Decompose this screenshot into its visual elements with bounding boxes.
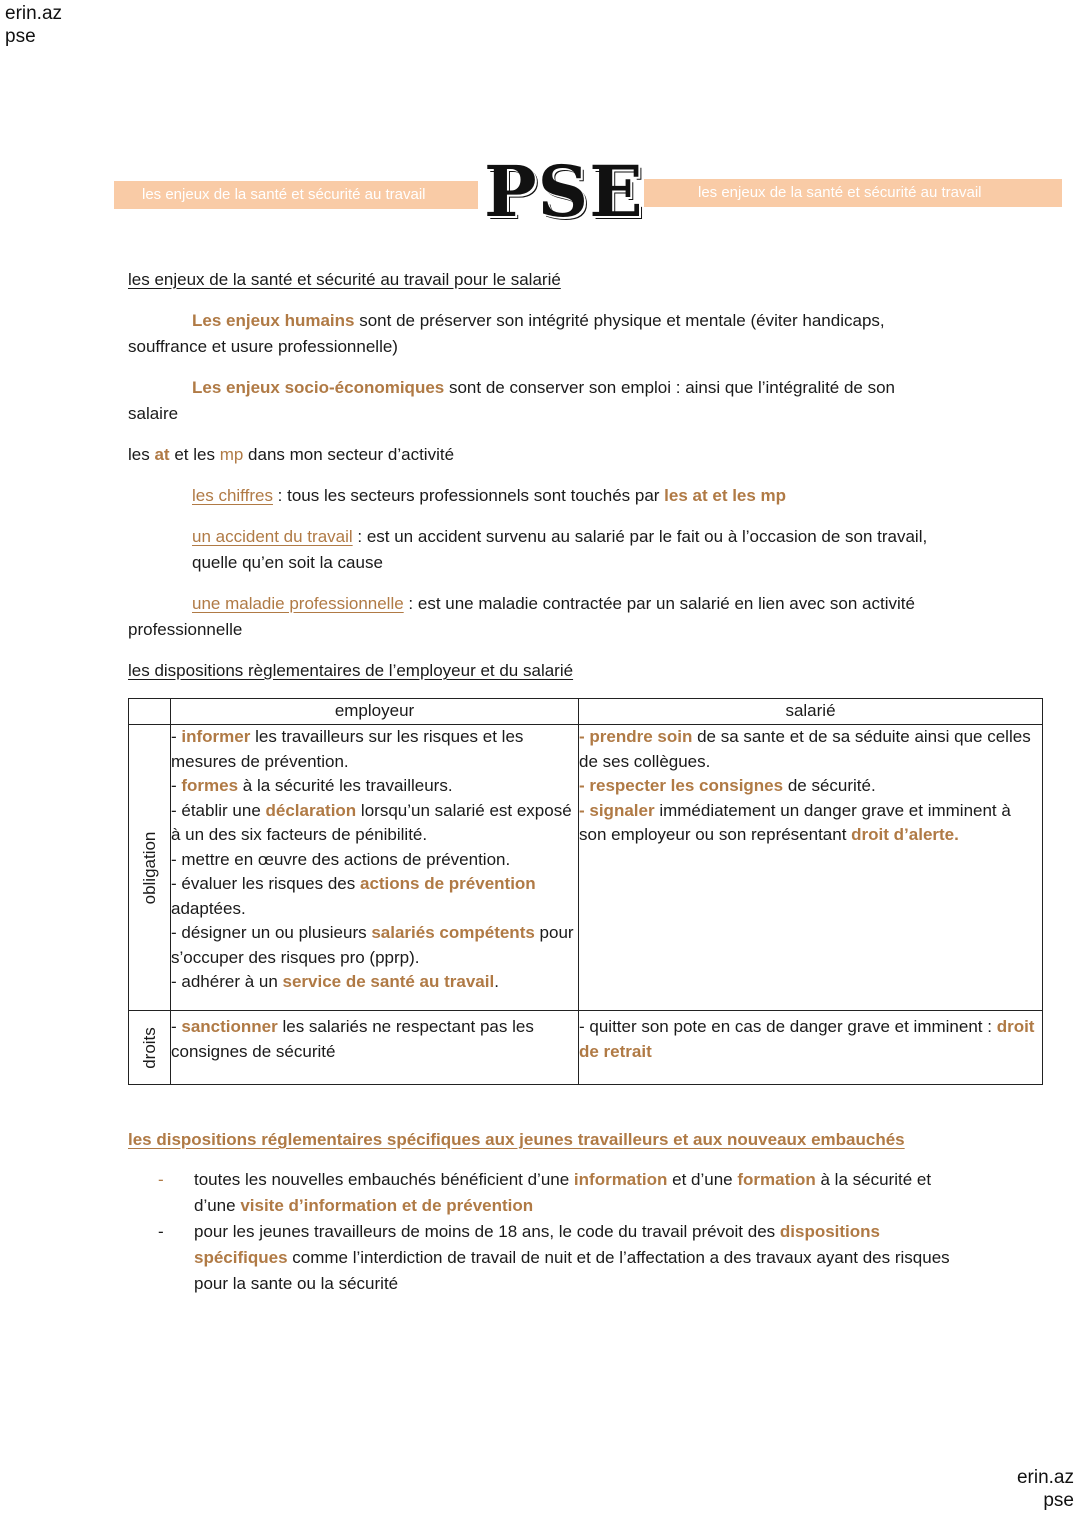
watermark-username: erin.az [1016,1467,1074,1488]
row-header-droits [129,1011,171,1085]
text: immédiatement un danger grave et imminent à son employeur ou son représentant [579,800,1011,844]
paragraph-enjeux-humains [128,308,948,360]
watermark-bottom [1017,1466,1074,1512]
text: de sécurité. [783,776,876,795]
accent-text: formes [181,776,239,795]
header-banner-left: les enjeux de la santé et sécurité au travail [114,181,478,209]
list-item [171,872,578,921]
table-row-obligation [129,725,1043,1011]
accent-text: les at et les mp [664,486,787,505]
accent-text: informer [181,727,251,746]
text: et les [169,445,220,464]
text: - quitter son pote en cas de danger grave et imminent : [579,1017,997,1036]
accent-text: service de santé au travail [282,972,495,991]
list-item [171,970,578,995]
text: - évaluer les risques des [171,874,360,893]
accent-text: - respecter les consignes [579,776,784,795]
definition-label: les chiffres [192,486,273,505]
text: à la sécurité et d’une [194,1170,932,1215]
watermark-top [5,2,62,48]
pse-logo: PSE [484,150,644,233]
definition-maladie-pro [128,591,918,643]
list-item [579,725,1042,774]
definition-accident-travail [192,524,932,576]
paragraph-text: sont de conserver son emploi : ainsi que l’intégralité de son salaire [128,378,896,423]
row-header-obligation [129,725,171,1011]
accent-text: information [573,1170,668,1189]
definition-label: une maladie professionnelle [192,594,404,613]
text: les salariés ne respectant pas les consignes de sécurité [171,1017,534,1061]
text: - [171,727,182,746]
bullet-list [128,1167,968,1297]
text: pour les jeunes travailleurs de moins de 18 ans, le code du travail prévoit des [194,1222,780,1241]
accent-text: Les enjeux socio-économiques [192,378,445,397]
watermark-username: erin.az [5,3,63,24]
text: - établir une [171,800,266,820]
column-header-salarie: salarié [579,699,1043,725]
section-title-at-mp [128,442,948,468]
definition-text: : est un accident survenu au salarié par le fait ou à l’occasion de son travail, quelle qu’en soit la cause [192,527,928,572]
bullet-dash: - [158,1222,164,1241]
column-header-employeur: employeur [171,699,579,725]
list-item [171,799,578,848]
row-header-label: droits [139,1026,159,1069]
accent-text: droit de retrait [579,1017,1035,1061]
text: toutes les nouvelles embauchés bénéficient d’une [194,1170,574,1189]
paragraph-text: sont de préserver son intégrité physique et mentale (éviter handicaps, souffrance et usure professionnelle) [128,311,885,356]
text: - [171,1017,182,1036]
cell-employeur-droits [171,1011,579,1085]
row-header-label: obligation [139,831,159,904]
text: pour s’occuper des risques pro (pprp). [171,923,574,967]
table-header-row [129,699,1043,725]
list-item [171,921,578,970]
text: les [128,445,155,464]
text: de sa sante et de sa séduite ainsi que celles de ses collègues. [579,727,1031,771]
accent-at: at [154,445,170,464]
cell-salarie-droits [579,1011,1043,1085]
watermark-subject: pse [5,26,36,47]
list-item [171,725,578,774]
text: . [494,972,499,991]
accent-mp: mp [219,445,244,464]
definition-label: un accident du travail [192,527,353,546]
list-item [171,774,578,799]
text: lorsqu’un salarié est exposé à un des six facteurs de pénibilité. [171,800,572,844]
accent-text: actions de prévention [359,874,536,893]
accent-text: sanctionner [181,1017,278,1036]
text: et d’une [667,1170,738,1189]
list-item: - mettre en œuvre des actions de prévention. [171,849,511,869]
list-item [128,1167,968,1219]
accent-text: déclaration [265,800,357,820]
list-item [579,799,1042,848]
text: les travailleurs sur les risques et les mesures de prévention. [171,727,524,771]
list-item [128,1219,964,1297]
text: comme l’interdiction de travail de nuit et de l’affectation a des travaux ayant des risques pour la sante ou la sécurité [194,1248,950,1293]
text: adaptées. [171,898,246,918]
table-corner-cell [129,699,171,725]
accent-text: droit d’alerte. [851,825,959,844]
section-title-jeunes: les dispositions réglementaires spécifiques aux jeunes travailleurs et aux nouveaux embauchés [128,1130,905,1149]
accent-text: salariés compétents [371,923,535,942]
paragraph-enjeux-socio [128,375,948,427]
accent-text: - signaler [579,800,655,820]
list-item [579,774,1042,799]
definition-chiffres [192,483,952,509]
cell-employeur-obligation [171,725,579,1011]
table-row-droits [129,1011,1043,1085]
text: à la sécurité les travailleurs. [238,776,453,795]
definition-text: : tous les secteurs professionnels sont touchés par [272,486,665,505]
definition-text: : est une maladie contractée par un salarié en lien avec son activité professionnelle [128,594,915,639]
text: - désigner un ou plusieurs [171,923,372,942]
accent-text: - prendre soin [579,727,693,746]
accent-text: dispositions spécifiques [194,1222,881,1267]
section-title-enjeux: les enjeux de la santé et sécurité au travail pour le salarié [128,270,561,289]
text: - [171,776,182,795]
accent-text: Les enjeux humains [192,311,355,330]
bullet-dash: - [158,1170,164,1189]
cell-salarie-obligation [579,725,1043,1011]
accent-text: visite d’information et de prévention [240,1196,534,1215]
text: - adhérer à un [171,972,283,991]
section-title-dispositions: les dispositions règlementaires de l’employeur et du salarié [128,661,574,680]
dispositions-table [128,698,1043,1085]
header-banner-right: les enjeux de la santé et sécurité au travail [644,179,1062,207]
watermark-subject: pse [1043,1490,1074,1511]
accent-text: formation [737,1170,816,1189]
text: dans mon secteur d’activité [243,445,455,464]
